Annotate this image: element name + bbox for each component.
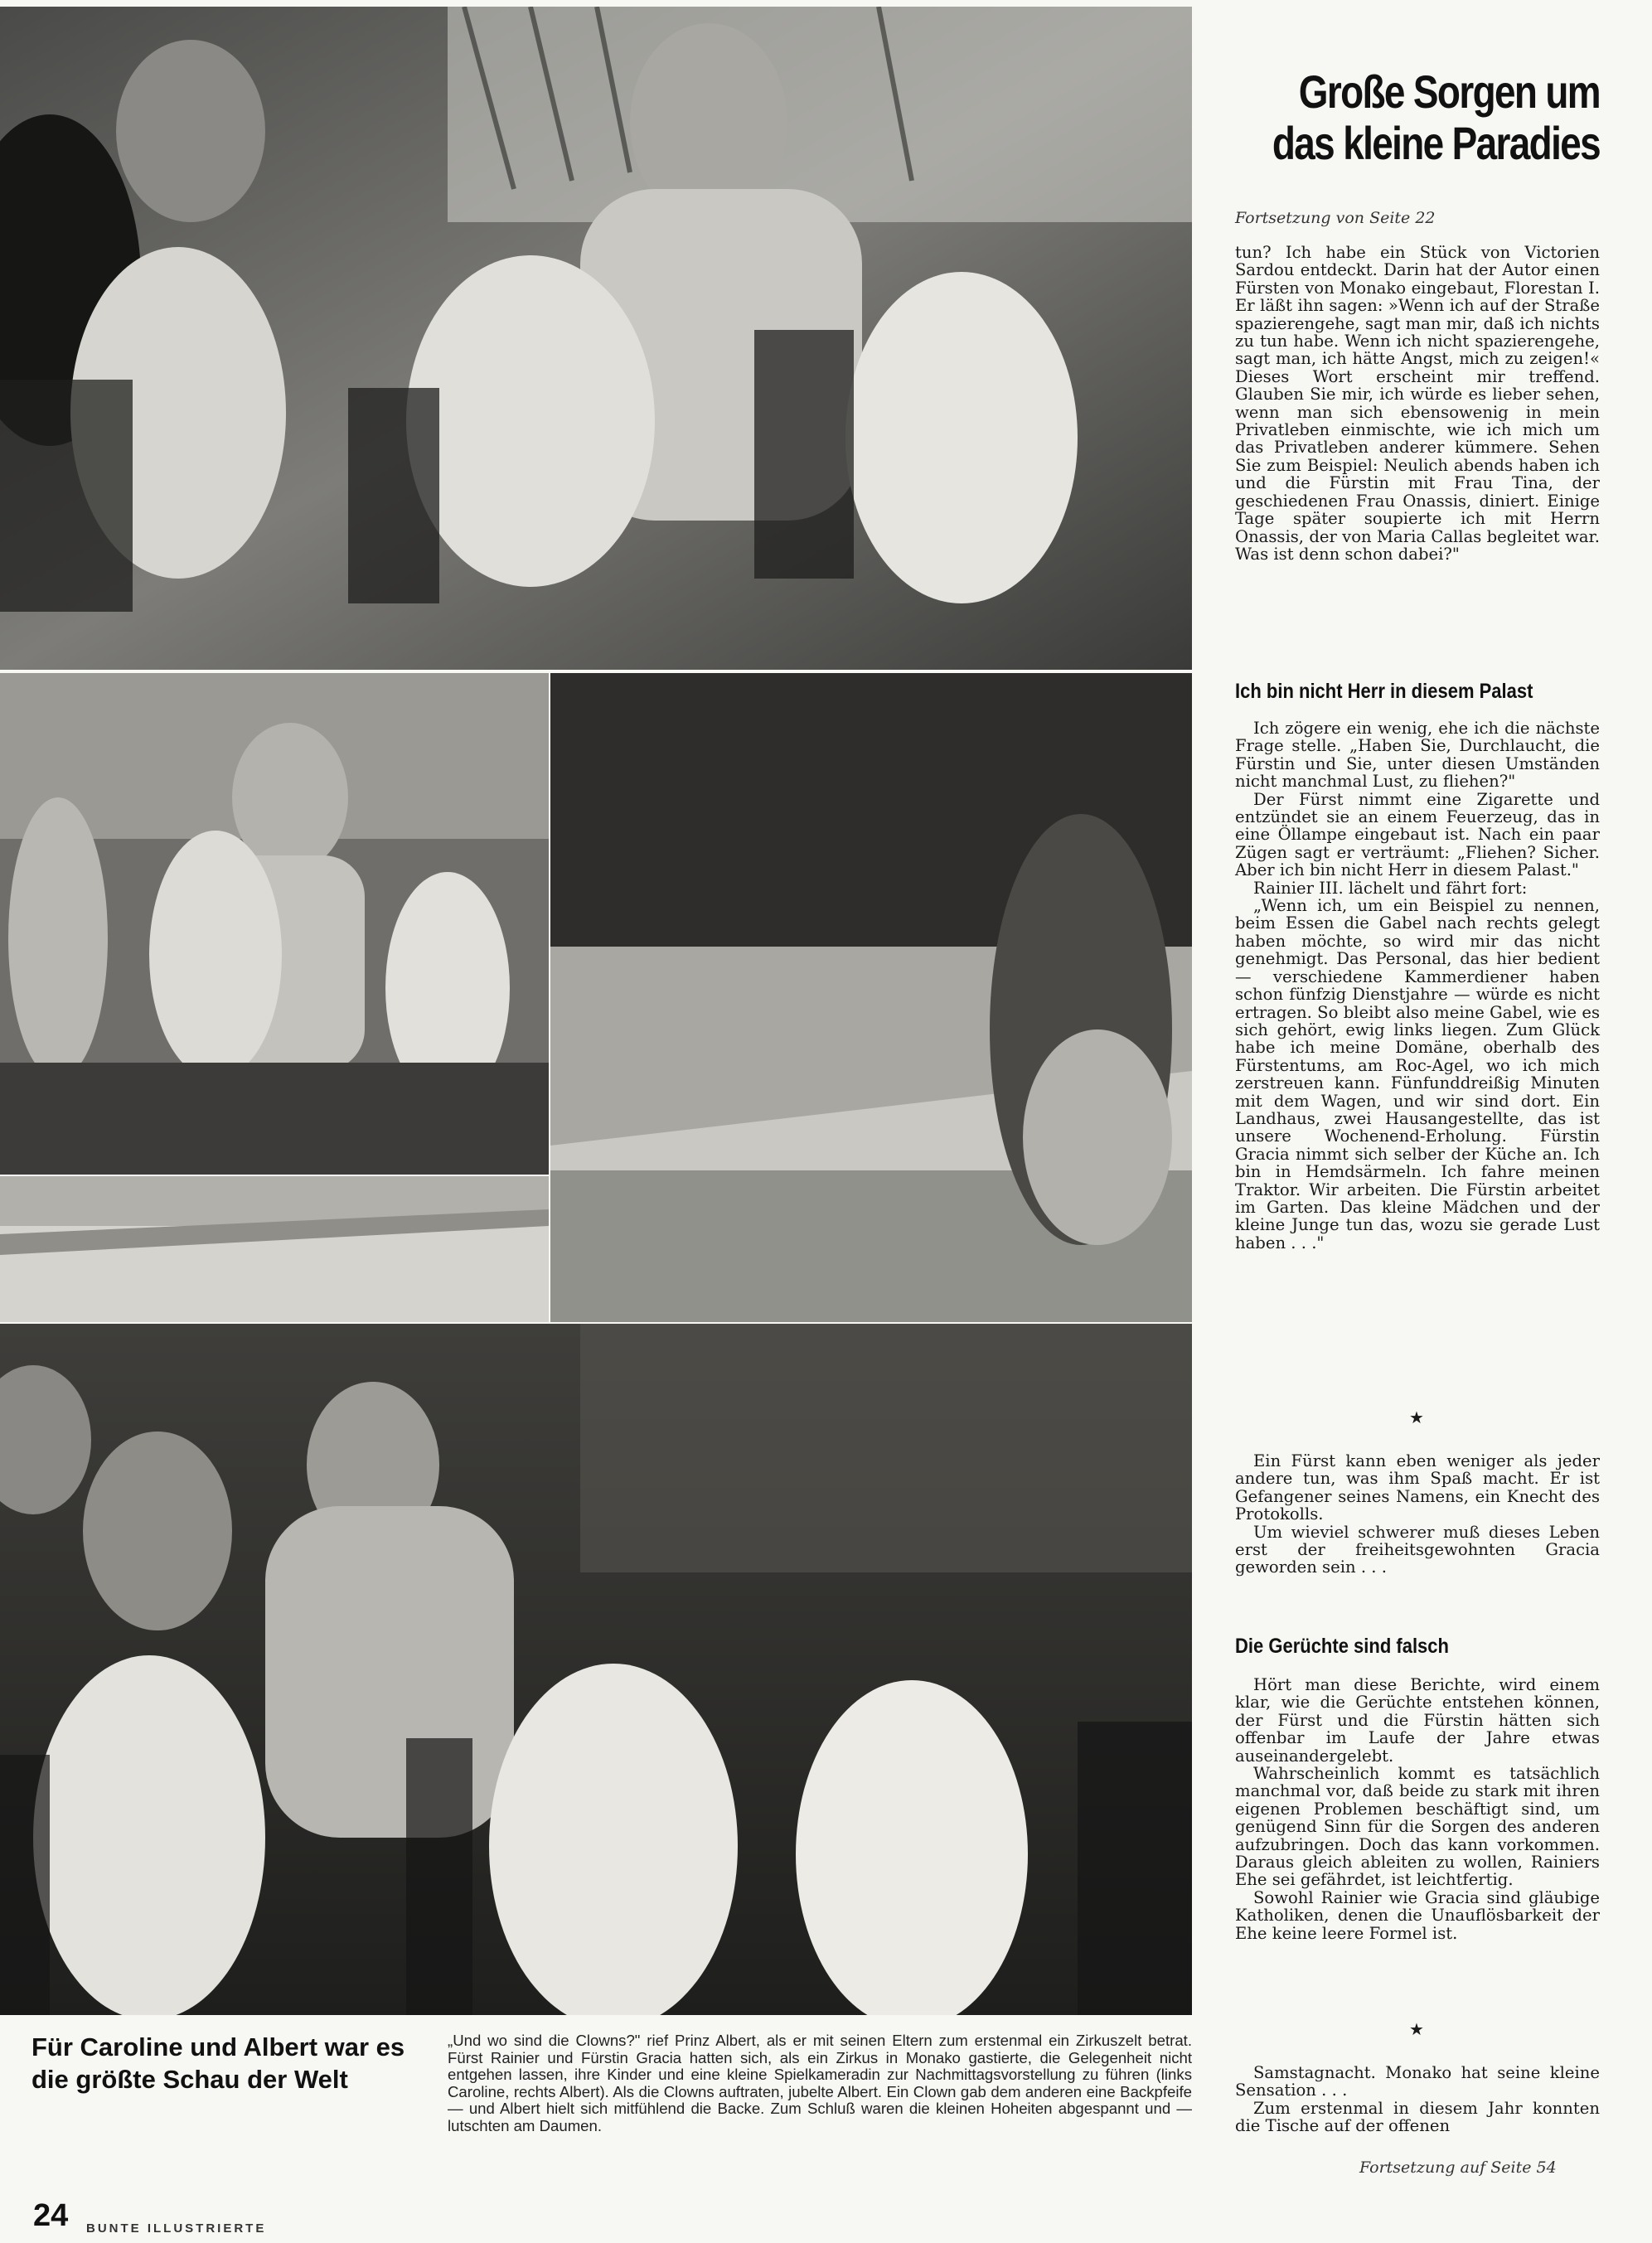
section-divider-star: ★ bbox=[1409, 1407, 1424, 1427]
section1-paragraph: „Wenn ich, um ein Beispiel zu nennen, beim Essen die Gabel nach rechts gelegt haben möchte, so wird mir das nicht genehmigt. Das Personal, das hier bedient — verschiedene Kammerdiener haben schon fünfzig Dienstjahre — würde es nicht ertragen. So bleibt also meine Gabel, wie es sich gehört, ewig links liegen. Zum Glück habe ich meine Domäne, oberhalb des Fürstentums, am Roc-Agel, wo ich mich zerstreuen kann. Fünfunddreißig Minuten mit dem Wagen, und wir sind dort. Ein Landhaus, zwei Hausangestellte, das ist unsere Wochenend-Erholung. Fürstin Gracia nimmt sich selber der Küche an. Ich bin in Hemdsärmeln. Ich fahre meinen Traktor. Wir arbeiten. Die Fürstin arbeitet im Garten. Das kleine Mädchen und der kleine Junge tun das, wozu sie gerade Lust haben . . ." bbox=[1235, 896, 1600, 1252]
section-divider-star: ★ bbox=[1409, 2019, 1424, 2039]
article-headline: Große Sorgen um das kleine Paradies bbox=[1272, 65, 1600, 169]
end-block bbox=[1235, 2064, 1600, 2135]
continued-to-note: Fortsetzung auf Seite 54 bbox=[1359, 2158, 1557, 2177]
intro-paragraph: tun? Ich habe ein Stück von Victorien Sardou entdeckt. Darin hat der Autor einen Fürsten von Monako eingebaut, Florestan I. Er läßt ihn sagen: »Wenn ich auf der Straße spazierengehe, sagt man mir, daß ich nichts zu tun habe. Wenn ich nicht spazierengehe, sagt man, ich hätte Angst, mich zu zeigen!« Dieses Wort erscheint mir treffend. Glauben Sie mir, ich würde es lieber sehen, wenn man sich ebensowenig in mein Privatleben einmischte, wie ich mich um das Privatleben anderer kümmere. Sehen Sie zum Beispiel: Neulich abends haben ich und die Fürstin mit Frau Tina, der geschiedenen Frau Onassis, diniert. Einige Tage später soupierte ich mit Herrn Onassis, der von Maria Callas begleitet war. Was ist denn schon dabei?" bbox=[1235, 243, 1600, 564]
section2-paragraph: Hört man diese Berichte, wird einem klar, wie die Gerüchte entstehen können, der Fürst und die Fürstin hätten sich offenbar im Laufe der Jahre etwas auseinandergelebt. bbox=[1235, 1675, 1600, 1766]
end-paragraph: Zum erstenmal in diesem Jahr konnten die Tische auf der offenen bbox=[1235, 2098, 1600, 2136]
section2-heading: Die Gerüchte sind falsch bbox=[1235, 1635, 1449, 1658]
photo-middle-right bbox=[550, 673, 1192, 1322]
magazine-name: BUNTE ILLUSTRIERTE bbox=[86, 2221, 267, 2236]
caption-title: Für Caroline und Albert war es die größte Schau der Welt bbox=[31, 2032, 405, 2094]
end-paragraph: Samstagnacht. Monako hat seine kleine Sensation . . . bbox=[1235, 2063, 1600, 2100]
section2-body bbox=[1235, 1676, 1600, 1942]
photo-lower-left bbox=[0, 1176, 549, 1322]
page-number: 24 bbox=[33, 2198, 69, 2233]
continued-from-note: Fortsetzung von Seite 22 bbox=[1235, 209, 1436, 227]
caption-text: „Und wo sind die Clowns?" rief Prinz Albert, als er mit seinen Eltern zum erstenmal ein Zirkuszelt betrat. Fürst Rainier und Fürstin Gracia hatten sich, als ein Zirkus in Monako gastierte, die Gelegenheit nicht entgehen lassen, ihre Kinder und eine kleine Spielkameradin zur Nachmittagsvorstellung zu führen (links Caroline, rechts Albert). Als die Clowns auftraten, jubelte Albert. Ein Clown gab dem anderen eine Backpfeife — und Albert hielt sich mitfühlend die Backe. Zum Schluß waren die kleinen Hoheiten abgespannt und — lutschten am Daumen. bbox=[448, 2032, 1192, 2134]
section1-paragraph: Der Fürst nimmt eine Zigarette und entzündet sie an einem Feuerzeug, das in eine Öllampe eingebaut ist. Nach ein paar Zügen sagt er verträumt: „Fliehen? Sicher. Aber ich bin nicht Herr in diesem Palast." bbox=[1235, 789, 1600, 880]
photo-middle-left bbox=[0, 673, 549, 1175]
photo-family-bottom bbox=[0, 1324, 1192, 2015]
middle-block bbox=[1235, 1452, 1600, 1577]
section1-paragraph: Rainier III. lächelt und fährt fort: bbox=[1253, 878, 1528, 898]
section1-body bbox=[1235, 719, 1600, 1252]
section1-heading: Ich bin nicht Herr in diesem Palast bbox=[1235, 680, 1533, 703]
photo-family-top bbox=[0, 7, 1192, 670]
intro-block bbox=[1235, 244, 1600, 563]
section2-paragraph: Sowohl Rainier wie Gracia sind gläubige Katholiken, denen die Unauflösbarkeit der Ehe keine leere Formel ist. bbox=[1235, 1887, 1600, 1943]
middle-paragraph: Um wieviel schwerer muß dieses Leben erst der freiheitsgewohnten Gracia geworden sein . . . bbox=[1235, 1522, 1600, 1577]
section2-paragraph: Wahrscheinlich kommt es tatsächlich manchmal vor, daß beide zu stark mit ihren eigenen Problemen beschäftigt sind, um genügend Sinn für die Sorgen des anderen aufzubringen. Doch das kann vorkommen. Daraus gleich ableiten zu wollen, Rainiers Ehe sei gefährdet, ist leichtfertig. bbox=[1235, 1764, 1600, 1890]
section1-paragraph: Ich zögere ein wenig, ehe ich die nächste Frage stelle. „Haben Sie, Durchlaucht, die Fürstin und Sie, unter diesen Umständen nicht manchmal Lust, zu fliehen?" bbox=[1235, 719, 1600, 792]
middle-paragraph: Ein Fürst kann eben weniger als jeder andere tun, was ihm Spaß macht. Er ist Gefangener seines Namens, ein Knecht des Protokolls. bbox=[1235, 1451, 1600, 1524]
